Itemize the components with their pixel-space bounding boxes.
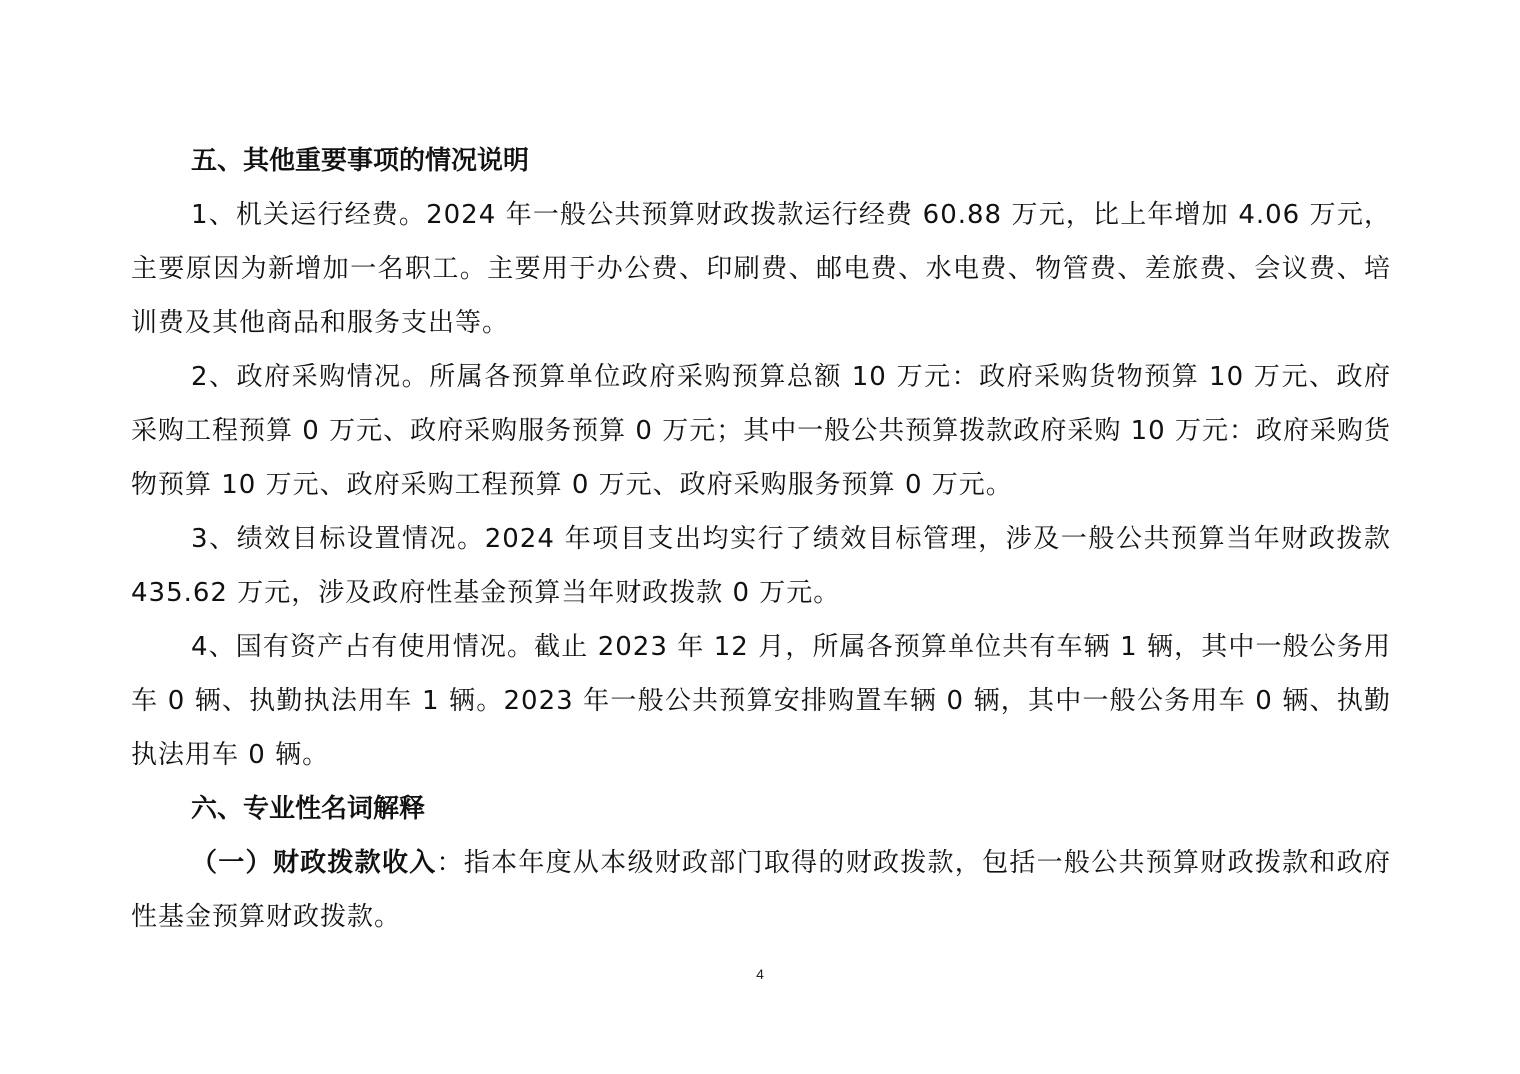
section-six-heading: 六、专业性名词解释 [191, 794, 426, 824]
paragraph-government-procurement: 2、政府采购情况。所属各预算单位政府采购预算总额 10 万元：政府采购货物预算 10 万元、政府采购工程预算 0 万元、政府采购服务预算 0 万元；其中一般公共预算拨款政府采购 10 万元：政府采购货物预算 10 万元、政府采购工程预算 0 万元、政府采购服务预算 0 万元。 [131, 362, 1391, 500]
section-five-heading: 五、其他重要事项的情况说明 [191, 146, 530, 176]
term-definition: ：指本年度从本级财政部门取得的财政拨款，包括一般公共预算财政拨款和政府性基金预算财政拨款。 [131, 848, 1391, 932]
page-number: 4 [756, 966, 764, 982]
paragraph-operating-expenses: 1、机关运行经费。2024 年一般公共预算财政拨款运行经费 60.88 万元，比上年增加 4.06 万元，主要原因为新增加一名职工。主要用于办公费、印刷费、邮电费、水电费、物管费、差旅费、会议费、培训费及其他商品和服务支出等。 [131, 200, 1391, 338]
paragraph-term-fiscal-appropriation [131, 836, 1391, 944]
paragraph-state-assets: 4、国有资产占有使用情况。截止 2023 年 12 月，所属各预算单位共有车辆 1 辆，其中一般公务用车 0 辆、执勤执法用车 1 辆。2023 年一般公共预算安排购置车辆 0 辆，其中一般公务用车 0 辆、执勤执法用车 0 辆。 [131, 632, 1391, 770]
page-content [131, 134, 1391, 944]
paragraph-performance-targets: 3、绩效目标设置情况。2024 年项目支出均实行了绩效目标管理，涉及一般公共预算当年财政拨款 435.62 万元，涉及政府性基金预算当年财政拨款 0 万元。 [131, 524, 1391, 608]
term-label: （一）财政拨款收入 [191, 848, 437, 878]
